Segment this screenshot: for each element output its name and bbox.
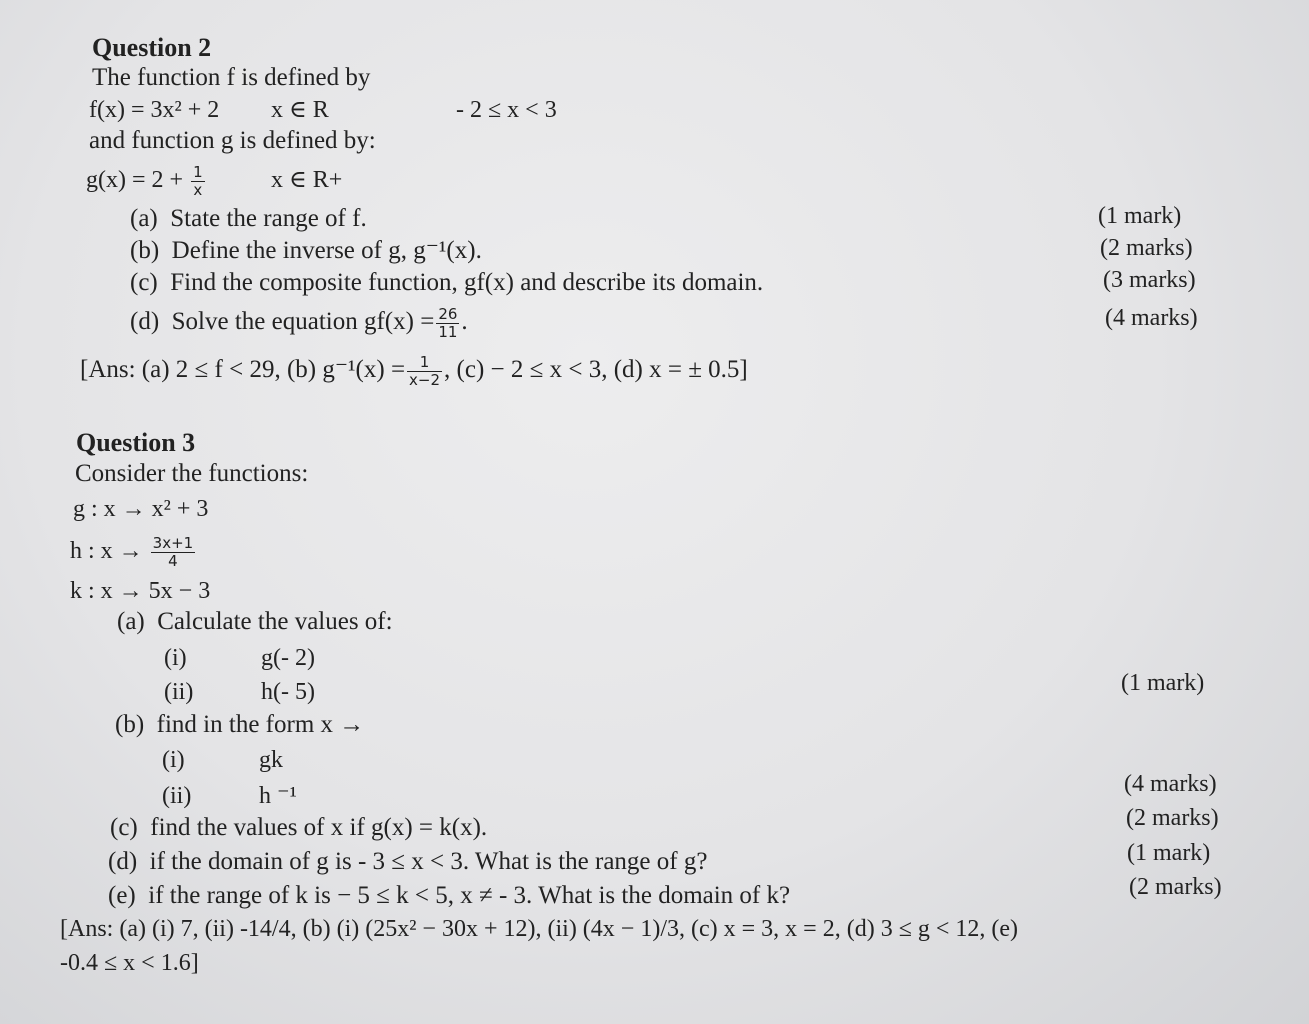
q3-h-frac-den: 4 [168,552,178,570]
q3-part-b-label: (b) [115,711,145,738]
q2-g-intro: and function g is defined by: [89,127,376,154]
q3-part-a-text: Calculate the values of: [157,608,393,635]
q2-heading: Question 2 [92,33,212,62]
q3-part-c-label: (c) [110,814,138,841]
q2-g-def-left: g(x) = 2 + [86,167,184,194]
q2-ans-suffix: , (c) − 2 ≤ x < 3, (d) x = ± 0.5] [444,356,748,384]
q2-part-c-text: Find the composite function, gf(x) and describe its domain. [170,269,764,296]
q2-ans-frac-den: x−2 [409,371,441,389]
q3-part-b-marks: (4 marks) [1124,771,1217,797]
q3-part-d-text: if the domain of g is - 3 ≤ x < 3. What is the range of g? [149,848,708,875]
q2-part-c-marks: (3 marks) [1103,267,1196,293]
q3-part-a-ii-label: (ii) [164,679,194,705]
q3-part-b-ii-label: (ii) [162,783,192,809]
q3-intro: Consider the functions: [75,460,309,487]
q2-part-b-text: Define the inverse of g, g⁻¹(x). [171,237,482,264]
q2-part-d-frac-num: 26 [438,305,458,323]
q2-part-a-label: (a) [130,205,158,232]
q3-part-e [108,881,790,911]
q2-part-d-text: Solve the equation gf(x) = [171,308,435,336]
q3-part-a-i-expr: g(- 2) [261,645,315,671]
q3-part-b-i-expr: gk [259,747,283,773]
q3-part-b-ii-expr: h ⁻¹ [259,783,297,809]
q3-part-a-marks: (1 mark) [1121,670,1205,696]
q2-part-d-frac-den: 11 [438,323,458,341]
q3-h-map [70,535,197,570]
q2-f-domain: - 2 ≤ x < 3 [456,97,557,123]
q2-part-d-label: (d) [130,308,160,336]
q2-g-definition [86,164,207,199]
q2-part-a [130,204,367,234]
q2-ans-fraction [407,354,442,389]
q3-part-c-text: find the values of x if g(x) = k(x). [150,814,488,841]
q3-h-fraction [151,535,196,570]
q2-g-set: x ∈ R+ [271,167,343,193]
q2-part-d-marks: (4 marks) [1105,305,1198,331]
q2-part-c-label: (c) [130,269,158,296]
q2-ans-frac-num: 1 [407,354,442,372]
q2-g-frac-den: x [193,181,203,199]
q2-part-d-suffix: . [461,308,468,336]
q2-part-b [130,236,482,266]
q3-part-c [110,813,487,843]
q3-part-d-label: (d) [108,848,138,875]
q2-g-fraction [191,164,205,199]
q3-part-e-text: if the range of k is − 5 ≤ k < 5, x ≠ - 3. What is the domain of k? [148,882,791,909]
q2-part-d [130,306,468,341]
q3-answers-line1: [Ans: (a) (i) 7, (ii) -14/4, (b) (i) (25x² − 30x + 12), (ii) (4x − 1)/3, (c) x = 3, x = 2, (d) 3 ≤ g < 12, (e) [60,916,1019,942]
q2-part-d-fraction [436,306,459,341]
q3-g-map: g : x → x² + 3 [73,496,209,522]
q2-g-frac-num: 1 [193,163,203,181]
q3-part-e-label: (e) [108,882,136,909]
q3-part-a-label: (a) [117,608,145,635]
q3-part-b [115,710,364,740]
q2-part-a-text: State the range of f. [170,205,367,232]
q3-part-a-i-label: (i) [164,645,187,671]
q3-part-d-marks: (1 mark) [1127,840,1211,866]
q3-part-b-text: find in the form x → [156,711,365,738]
q2-f-set: x ∈ R [271,97,329,123]
q3-part-c-marks: (2 marks) [1126,805,1219,831]
q2-part-a-marks: (1 mark) [1098,203,1182,229]
q2-f-definition: f(x) = 3x² + 2 [89,97,220,123]
q3-heading: Question 3 [76,428,196,457]
q2-part-c [130,268,763,298]
q3-part-e-marks: (2 marks) [1129,874,1222,900]
q2-answers [80,354,748,389]
q3-answers-line2: -0.4 ≤ x < 1.6] [60,950,199,976]
q3-part-b-i-label: (i) [162,747,185,773]
q2-part-b-marks: (2 marks) [1100,235,1193,261]
q3-h-map-left: h : x → [70,538,143,565]
q2-intro: The function f is defined by [92,64,371,91]
q3-part-a-ii-expr: h(- 5) [261,679,315,705]
q3-part-d [108,847,707,877]
q3-h-frac-num: 3x+1 [152,534,194,552]
q3-k-map: k : x → 5x − 3 [70,578,211,604]
q2-ans-prefix: [Ans: (a) 2 ≤ f < 29, (b) g⁻¹(x) = [80,356,406,384]
q2-part-b-label: (b) [130,237,160,264]
q3-part-a [117,607,393,637]
